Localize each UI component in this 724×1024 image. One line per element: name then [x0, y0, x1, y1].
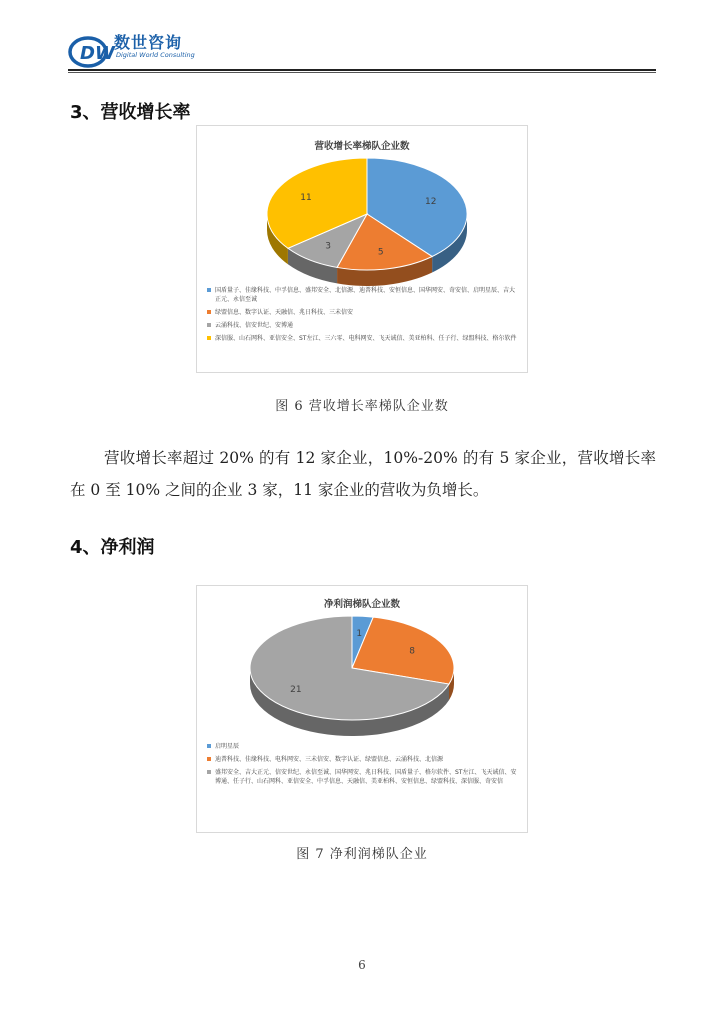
- chart-title: 净利润梯队企业数: [323, 599, 400, 610]
- legend-entry: [207, 334, 517, 343]
- brand-name-cn: 数世咨询: [114, 33, 183, 52]
- legend-label: 启明星辰: [215, 743, 240, 750]
- pie-chart-revenue-growth: [197, 126, 527, 286]
- pie-data-label: 11: [300, 193, 312, 204]
- figure-caption-6: 图 6 营收增长率梯队企业数: [275, 399, 449, 414]
- chart-legend: [207, 742, 517, 790]
- legend-label: 云涌科技、信安世纪、安博通: [215, 322, 294, 329]
- chart-title: 营收增长率梯队企业数: [314, 141, 410, 152]
- legend-swatch: [207, 310, 211, 314]
- pie-data-label: 21: [290, 684, 302, 695]
- pie-data-label: 8: [409, 646, 415, 657]
- chart-net-profit: [196, 585, 528, 833]
- legend-entry: [207, 768, 517, 786]
- legend-swatch: [207, 770, 211, 774]
- brand-logo: [68, 30, 195, 70]
- pie-data-label: 12: [425, 196, 437, 207]
- header-rule-thin: [68, 72, 656, 73]
- legend-label: 绿盟信息、数字认证、天融信、兆日科技、三未信安: [215, 309, 354, 316]
- figure-caption-7: 图 7 净利润梯队企业: [296, 847, 428, 862]
- legend-swatch: [207, 744, 211, 748]
- legend-label: 深信服、山石网科、亚信安全、ST左江、三六零、电科网安、飞天诚信、美亚柏科、任子行、绿盟科技、格尔软件: [215, 335, 517, 342]
- logo-mark-icon: [68, 32, 120, 70]
- chart-legend: [207, 286, 517, 347]
- legend-entry: [207, 742, 517, 751]
- pie-data-label: 3: [325, 241, 332, 252]
- legend-label: 盛邦安全、吉大正元、信安世纪、永信至诚、国华网安、兆日科技、国盾量子、格尔软件、ST左江、飞天诚信、安博通、任子行、山石网科、亚信安全、中孚信息、天融信、美亚柏科、安恒信息、绿盟科技、深信服、奇安信: [215, 769, 517, 785]
- pie-data-label: 5: [377, 247, 384, 258]
- legend-entry: [207, 308, 517, 317]
- section-heading-net-profit: 4、净利润: [70, 537, 155, 558]
- pie-chart-net-profit: [197, 586, 527, 746]
- legend-entry: [207, 286, 517, 304]
- legend-label: 国盾量子、佳缘科技、中孚信息、盛邦安全、北信源、迪普科技、安恒信息、国华网安、奇安信、启明星辰、吉大正元、永信至诚: [215, 287, 516, 303]
- brand-name-en: Digital World Consulting: [116, 51, 195, 59]
- body-paragraph: 营收增长率超过 20% 的有 12 家企业，10%-20% 的有 5 家企业，营收增长率在 0 至 10% 之间的企业 3 家，11 家企业的营收为负增长。: [70, 449, 656, 499]
- chart-revenue-growth: [196, 125, 528, 373]
- legend-swatch: [207, 323, 211, 327]
- legend-swatch: [207, 288, 211, 292]
- legend-swatch: [207, 757, 211, 761]
- section-heading-revenue-growth: 3、营收增长率: [70, 102, 191, 123]
- legend-entry: [207, 755, 517, 764]
- pie-data-label: 1: [356, 628, 363, 639]
- header-rule: [68, 69, 656, 71]
- legend-label: 迪普科技、佳缘科技、电科网安、三未信安、数字认证、绿盟信息、云涌科技、北信源: [215, 756, 444, 763]
- page-number: 6: [358, 958, 366, 972]
- logo-letters: DW: [80, 43, 115, 64]
- legend-entry: [207, 321, 517, 330]
- legend-swatch: [207, 336, 211, 340]
